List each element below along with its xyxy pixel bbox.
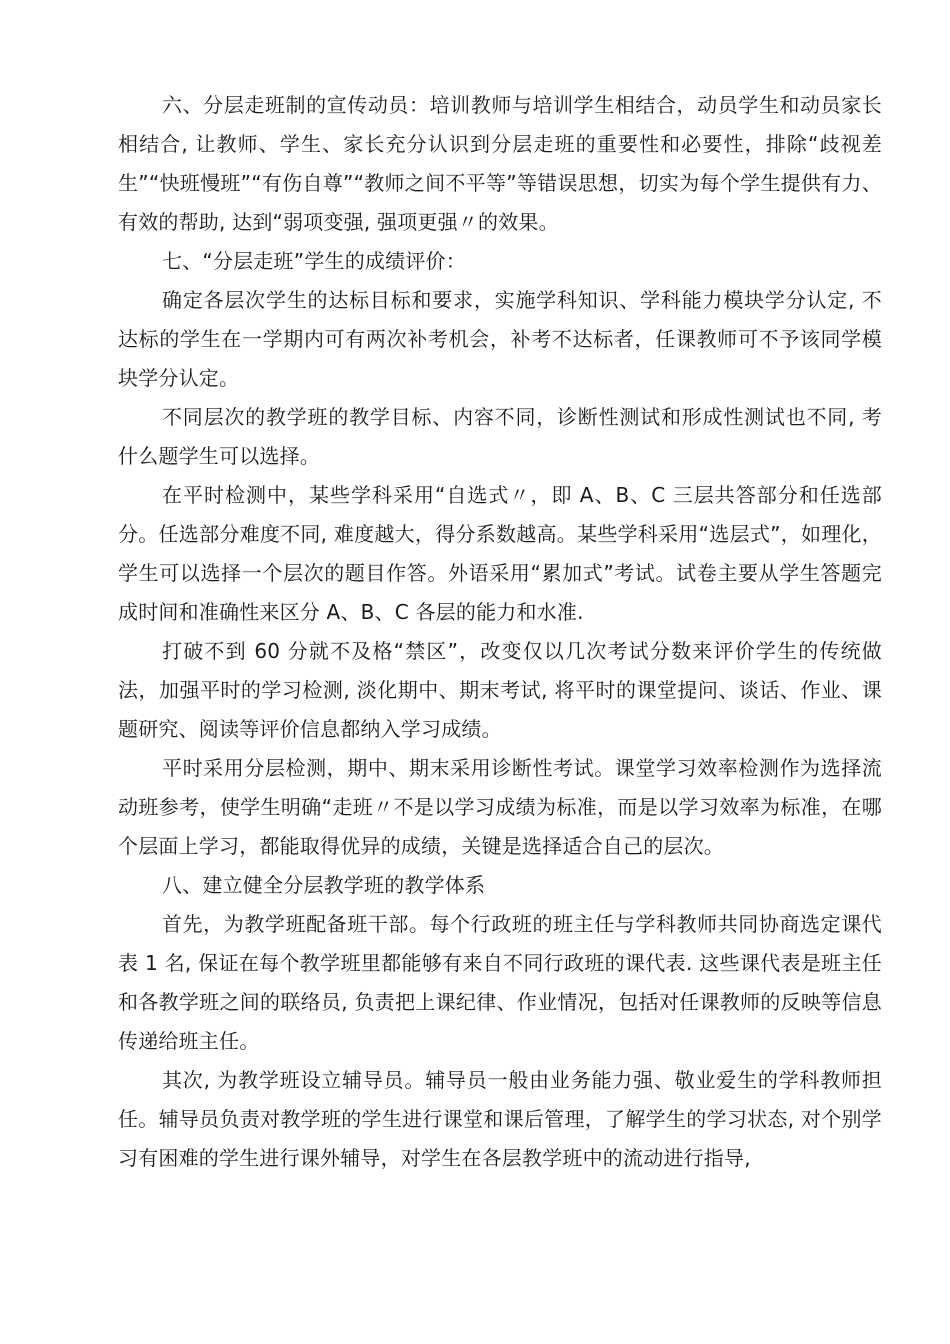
- paragraph-publicity-mobilization: 六、分层走班制的宣传动员：培训教师与培训学生相结合，动员学生和动员家长相结合, 让教师、学生、家长充分认识到分层走班的重要性和必要性，排除“歧视差生”“快班慢班”“有伤自尊”“教师之间不平等”等错误思想，切实为每个学生提供有力、有效的帮助, 达到“弱项变强, 强项更强〃的效果。: [118, 93, 882, 234]
- paragraph-heading-teaching-system: 八、建立健全分层教学班的教学体系: [162, 873, 486, 897]
- paragraph-class-cadres: 首先，为教学班配备班干部。每个行政班的班主任与学科教师共同协商选定课代表 1 名, 保证在每个教学班里都能够有来自不同行政班的课代表. 这些课代表是班主任和各教学班之间的联络员, 负责把上课纪律、作业情况，包括对任课教师的反映等信息传递给班主任。: [118, 912, 882, 1053]
- paragraph-heading-grade-evaluation: 七、“分层走班”学生的成绩评价：: [162, 249, 466, 273]
- paragraph-layered-testing-efficiency: 平时采用分层检测，期中、期末采用诊断性考试。课堂学习效率检测作为选择流动班参考，使学生明确“走班〃不是以学习成绩为标准，而是以学习效率为标准，在哪个层面上学习，都能取得优异的成绩，关键是选择适合自己的层次。: [118, 756, 882, 858]
- paragraph-credit-certification: 确定各层次学生的达标目标和要求，实施学科知识、学科能力模块学分认定, 不达标的学生在一学期内可有两次补考机会，补考不达标者，任课教师可不予该同学模块学分认定。: [118, 288, 882, 390]
- paragraph-regular-testing-methods: 在平时检测中，某些学科采用“自选式〃，即 A、B、C 三层共答部分和任选部分。任选部分难度不同, 难度越大，得分系数越高。某些学科采用“选层式”，如理化，学生可以选择一个层次的题目作答。外语采用“累加式”考试。试卷主要从学生答题完成时间和准确性来区分 A、B、C 各层的能力和水准.: [118, 483, 882, 624]
- document-body: [118, 86, 882, 1178]
- paragraph-break-60-score-rule: 打破不到 60 分就不及格“禁区”，改变仅以几次考试分数来评价学生的传统做法，加强平时的学习检测, 淡化期中、期末考试, 将平时的课堂提问、谈话、作业、课题研究、阅读等评价信息都纳入学习成绩。: [118, 639, 882, 741]
- paragraph-different-levels-testing: 不同层次的教学班的教学目标、内容不同，诊断性测试和形成性测试也不同, 考什么题学生可以选择。: [118, 405, 882, 468]
- paragraph-class-counselors: 其次, 为教学班设立辅导员。辅导员一般由业务能力强、敬业爱生的学科教师担任。辅导员负责对教学班的学生进行课堂和课后管理，了解学生的学习状态, 对个别学习有困难的学生进行课外辅导，对学生在各层教学班中的流动进行指导,: [118, 1068, 882, 1170]
